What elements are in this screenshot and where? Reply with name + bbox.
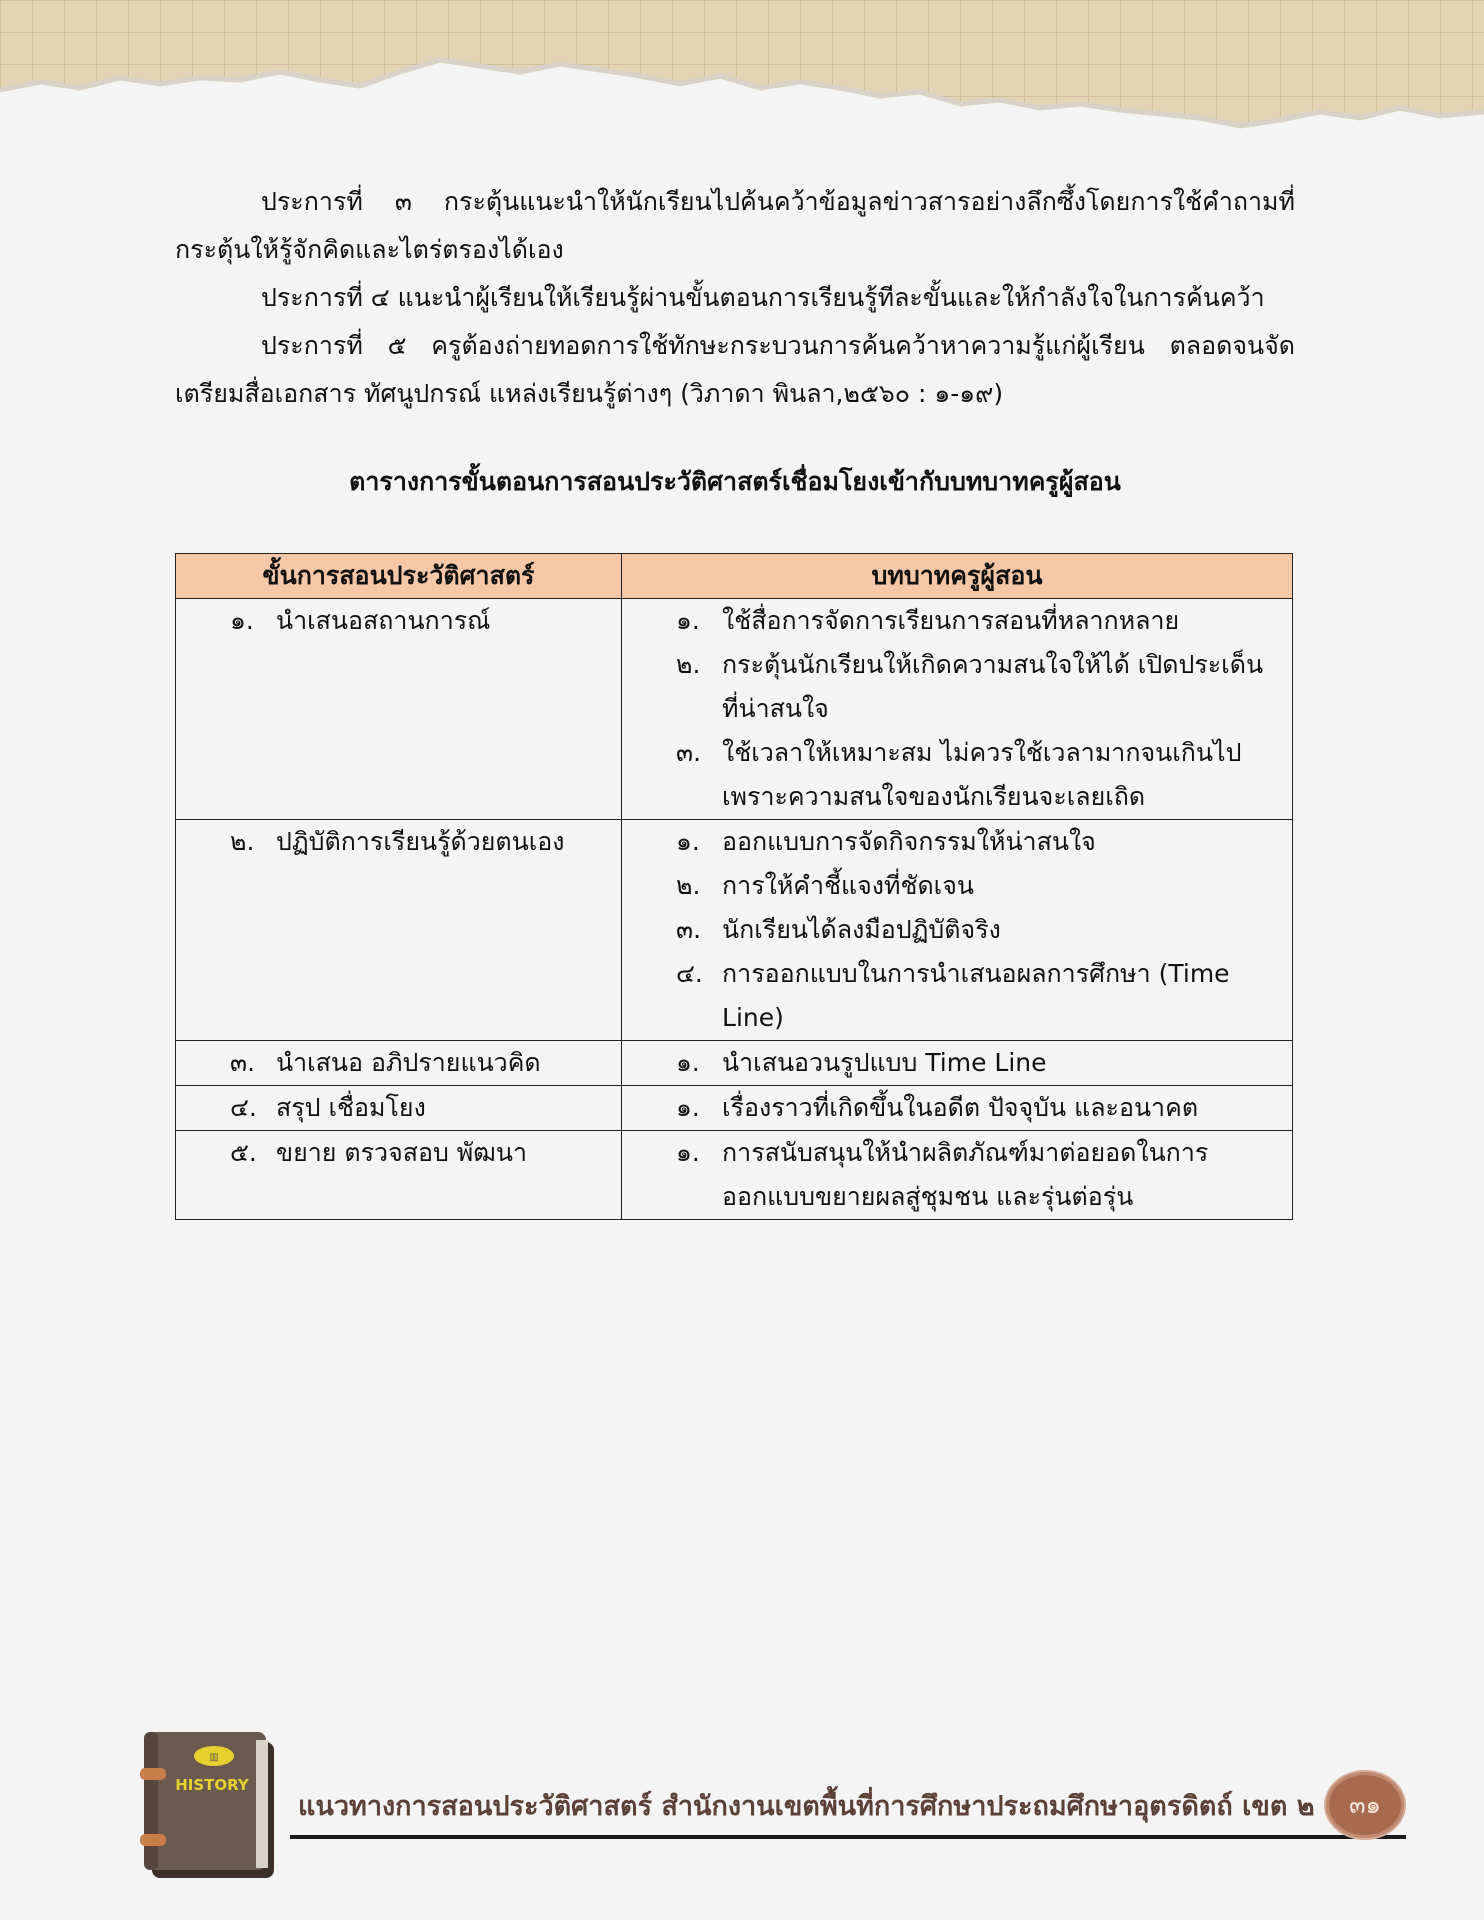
table-row	[176, 820, 1293, 1041]
role-text: ใช้เวลาให้เหมาะสม ไม่ควรใช้เวลามากจนเกินไป เพราะความสนใจของนักเรียนจะเลยเถิด	[722, 738, 1242, 811]
footer-title: แนวทางการสอนประวัติศาสตร์ สำนักงานเขตพื้นที่การศึกษาประถมศึกษาอุตรดิตถ์ เขต ๒	[298, 1791, 1315, 1822]
svg-text:▥: ▥	[209, 1752, 219, 1763]
role-text: เรื่องราวที่เกิดขึ้นในอดีต ปัจจุบัน และอนาคต	[722, 1093, 1199, 1122]
role-number: ๓.	[676, 738, 702, 767]
role-number: ๑.	[676, 1048, 700, 1077]
role-cell	[622, 599, 1293, 820]
role-number: ๑.	[676, 827, 700, 856]
step-cell	[176, 599, 622, 820]
step-number: ๑.	[230, 606, 254, 635]
header-teacher-role: บทบาทครูผู้สอน	[622, 554, 1293, 599]
role-text: ออกแบบการจัดกิจกรรมให้น่าสนใจ	[722, 827, 1096, 856]
paragraph-4: ประการที่ ๔ แนะนำผู้เรียนให้เรียนรู้ผ่านขั้นตอนการเรียนรู้ทีละขั้นและให้กำลังใจในการค้นคว้า	[261, 283, 1265, 312]
torn-paper-header	[0, 0, 1484, 135]
step-number: ๕.	[230, 1138, 257, 1167]
role-text: การสนับสนุนให้นำผลิตภัณฑ์มาต่อยอดในการออกแบบขยายผลสู่ชุมชน และรุ่นต่อรุ่น	[722, 1138, 1209, 1211]
header-teaching-steps: ขั้นการสอนประวัติศาสตร์	[176, 554, 622, 599]
step-cell	[176, 1131, 622, 1220]
history-book-icon	[138, 1730, 286, 1880]
step-text: ขยาย ตรวจสอบ พัฒนา	[276, 1138, 528, 1167]
footer-divider	[290, 1835, 1406, 1839]
step-cell	[176, 1086, 622, 1131]
role-cell	[622, 1131, 1293, 1220]
role-text: นำเสนอวนรูปแบบ Time Line	[722, 1048, 1047, 1077]
step-number: ๓.	[230, 1048, 256, 1077]
step-cell	[176, 1041, 622, 1086]
role-number: ๑.	[676, 1138, 700, 1167]
role-text: การออกแบบในการนำเสนอผลการศึกษา (Time Line)	[722, 959, 1230, 1032]
role-cell	[622, 820, 1293, 1041]
table-header-row	[176, 554, 1293, 599]
role-cell	[622, 1041, 1293, 1086]
table-row	[176, 1131, 1293, 1220]
role-text: กระตุ้นนักเรียนให้เกิดความสนใจให้ได้ เปิดประเด็นที่น่าสนใจ	[722, 650, 1264, 723]
step-text: นำเสนอสถานการณ์	[276, 606, 491, 635]
page-number-badge: ๓๑	[1326, 1772, 1404, 1838]
teaching-steps-table	[175, 553, 1293, 1220]
role-text: ใช้สื่อการจัดการเรียนการสอนที่หลากหลาย	[722, 606, 1180, 635]
paragraph-3: ประการที่ ๓ กระตุ้นแนะนำให้นักเรียนไปค้นคว้าข้อมูลข่าวสารอย่างลึกซึ้งโดยการใช้คำถามที่กระตุ้นให้รู้จักคิดและไตร่ตรองได้เอง	[175, 187, 1295, 264]
step-number: ๒.	[230, 827, 255, 856]
role-number: ๑.	[676, 1093, 700, 1122]
role-number: ๑.	[676, 606, 700, 635]
role-text: การให้คำชี้แจงที่ชัดเจน	[722, 871, 974, 900]
role-text: นักเรียนได้ลงมือปฏิบัติจริง	[722, 915, 1001, 944]
table-row	[176, 599, 1293, 820]
step-text: สรุป เชื่อมโยง	[276, 1093, 426, 1122]
table-row	[176, 1041, 1293, 1086]
paragraph-5: ประการที่ ๕ ครูต้องถ่ายทอดการใช้ทักษะกระบวนการค้นคว้าหาความรู้แก่ผู้เรียน ตลอดจนจัดเตรียมสื่อเอกสาร ทัศนูปกรณ์ แหล่งเรียนรู้ต่างๆ (วิภาดา พินลา,๒๕๖๐ : ๑-๑๙)	[175, 331, 1295, 408]
step-text: ปฏิบัติการเรียนรู้ด้วยตนเอง	[276, 827, 565, 856]
role-number: ๔.	[676, 959, 703, 988]
role-cell	[622, 1086, 1293, 1131]
role-number: ๓.	[676, 915, 702, 944]
step-cell	[176, 820, 622, 1041]
step-number: ๔.	[230, 1093, 257, 1122]
role-number: ๒.	[676, 650, 701, 679]
page-footer	[0, 1720, 1484, 1880]
book-label: HISTORY	[175, 1776, 249, 1794]
body-text	[175, 178, 1295, 418]
table-title: ตารางการขั้นตอนการสอนประวัติศาสตร์เชื่อมโยงเข้ากับบทบาทครูผู้สอน	[349, 467, 1121, 496]
table-row	[176, 1086, 1293, 1131]
role-number: ๒.	[676, 871, 701, 900]
step-text: นำเสนอ อภิปรายแนวคิด	[276, 1048, 541, 1077]
